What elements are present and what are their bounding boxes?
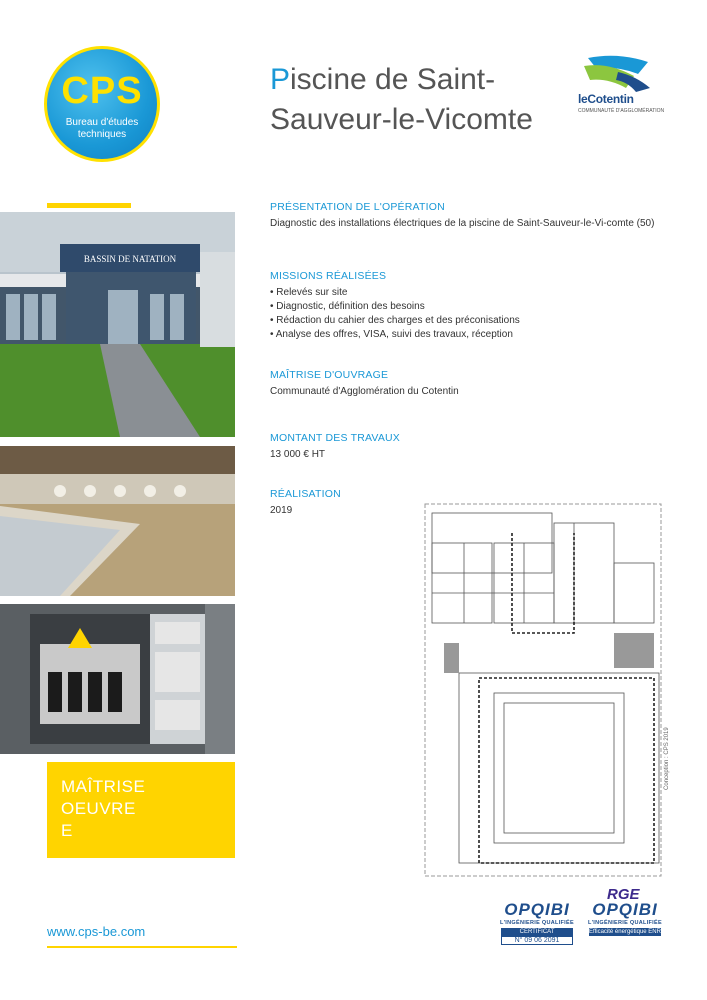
rge-efficiency-label: Efficacité énergétique ENR: [589, 929, 661, 935]
logo-acronym: CPS: [61, 70, 143, 112]
section-text: Communauté d'Agglomération du Cotentin: [270, 386, 459, 397]
section-heading: PRÉSENTATION DE L'OPÉRATION: [270, 201, 445, 213]
lecotentin-name: leCotentin: [578, 92, 634, 106]
lecotentin-swoosh-icon: [578, 52, 660, 94]
section-heading: MISSIONS RÉALISÉES: [270, 270, 387, 282]
website-link[interactable]: www.cps-be.com: [47, 924, 146, 939]
title-line2: Sauveur-le-Vicomte: [270, 103, 533, 136]
section-maitrise: [270, 369, 660, 399]
discipline-line3: E: [61, 821, 73, 840]
design-credit: Conception : CPS 2019: [664, 727, 670, 790]
list-item: • Analyse des offres, VISA, suivi des travaux, réception: [270, 328, 660, 342]
discipline-box: [47, 762, 235, 858]
certificat-label: CERTIFICAT: [501, 928, 573, 936]
building-sign: BASSIN DE NATATION: [83, 254, 177, 264]
section-heading: MAÎTRISE D'OUVRAGE: [270, 369, 389, 381]
yellow-accent-bar: [47, 203, 131, 208]
title-first-letter: P: [270, 63, 291, 96]
section-text: 13 000 € HT: [270, 449, 326, 460]
section-presentation: [270, 201, 660, 231]
lecotentin-tagline: COMMUNAUTÉ D'AGGLOMÉRATION: [578, 108, 665, 114]
pool-photo: [0, 446, 235, 596]
page-title: [270, 60, 590, 140]
section-text: 2019: [270, 505, 293, 516]
logo-subtitle-1: Bureau d'études: [65, 117, 139, 128]
discipline-line1: MAÎTRISE: [61, 777, 146, 796]
website-underline: [47, 946, 237, 948]
title-line1: iscine de Saint-: [290, 63, 496, 96]
list-item: • Diagnostic, définition des besoins: [270, 300, 660, 314]
opqibi-tagline: L'INGÉNIERIE QUALIFIÉE: [500, 920, 574, 926]
opqibi-certification-logo: [497, 900, 577, 956]
rge-opqibi-tagline: L'INGÉNIERIE QUALIFIÉE: [588, 920, 662, 926]
logo-subtitle-2: techniques: [77, 129, 127, 140]
missions-list: [270, 286, 660, 342]
cps-logo: [44, 46, 160, 162]
section-missions: [270, 270, 660, 342]
building-photo: [0, 212, 235, 437]
electrical-panel-photo: [0, 604, 235, 754]
rge-label: RGE: [607, 886, 640, 903]
rge-opqibi-logo: [585, 886, 665, 956]
section-text: Diagnostic des installations électriques de la piscine de Saint-Sauveur-le-Vi-comte (50): [270, 218, 655, 229]
section-heading: RÉALISATION: [270, 488, 341, 500]
opqibi-brand: OPQIBI: [504, 900, 570, 919]
list-item: • Relevés sur site: [270, 286, 660, 300]
rge-opqibi-brand: OPQIBI: [592, 900, 658, 919]
floor-plan-drawing: [424, 503, 662, 877]
section-heading: MONTANT DES TRAVAUX: [270, 432, 401, 444]
list-item: • Rédaction du cahier des charges et des préconisations: [270, 314, 660, 328]
discipline-line2: OEUVRE: [61, 799, 136, 818]
lecotentin-logo: [578, 52, 665, 122]
certificat-number: N° 09 06 2091: [501, 936, 573, 945]
section-montant: [270, 432, 660, 462]
